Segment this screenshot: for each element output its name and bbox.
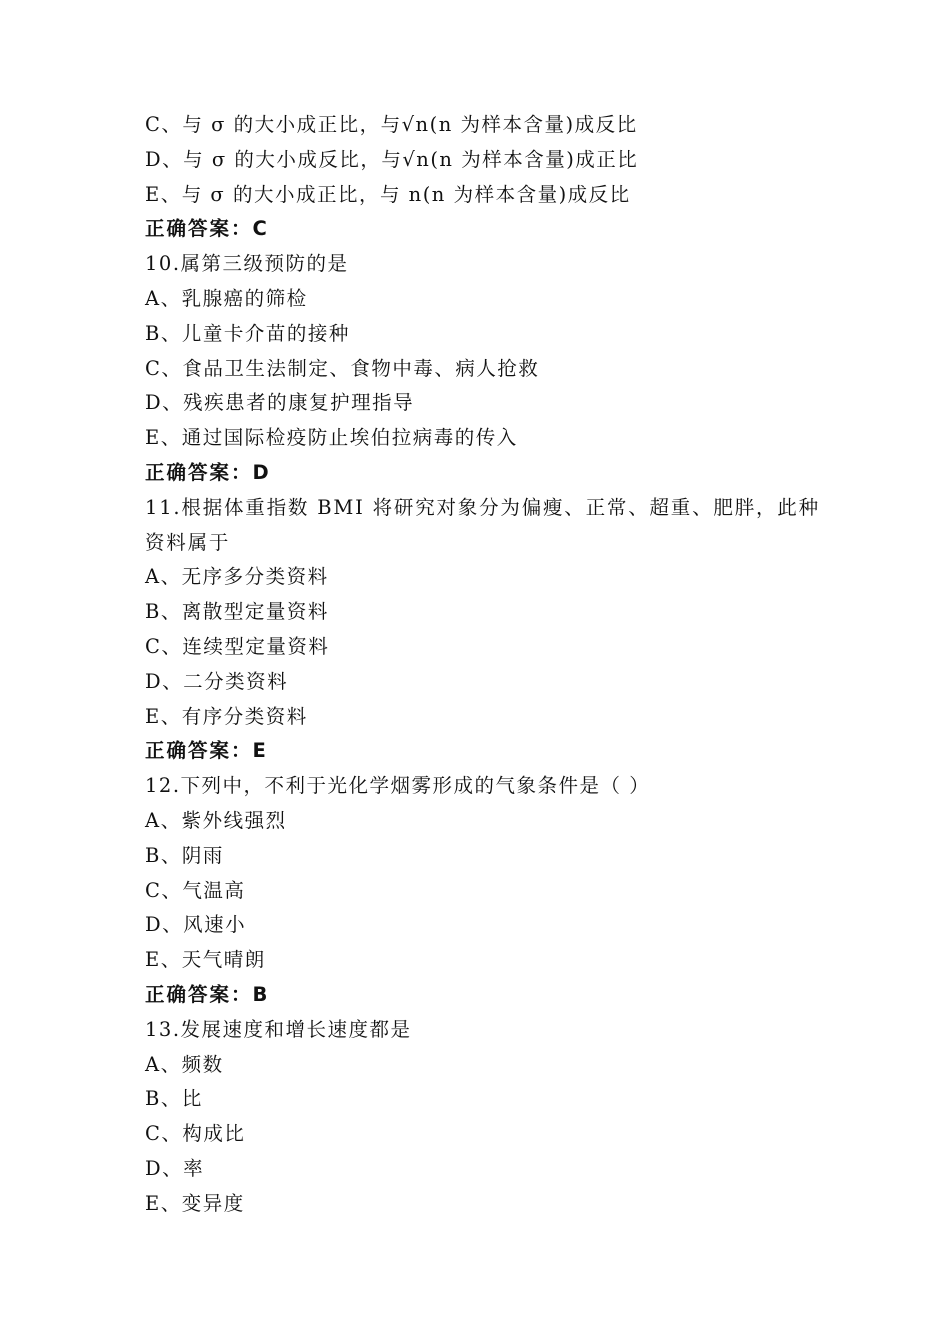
question-text: 13.发展速度和增长速度都是 bbox=[145, 1017, 412, 1041]
correct-answer: 正确答案：C bbox=[145, 217, 269, 241]
question-text: 11.根据体重指数 BMI 将研究对象分为偏瘦、正常、超重、肥胖，此种资料属于 bbox=[145, 495, 820, 554]
option-e: E、天气晴朗 bbox=[145, 948, 266, 972]
option-d: D、风速小 bbox=[145, 913, 247, 937]
option-d: D、残疾患者的康复护理指导 bbox=[145, 391, 415, 415]
option-b: B、儿童卡介苗的接种 bbox=[145, 321, 350, 345]
option-a: A、紫外线强烈 bbox=[145, 808, 287, 832]
option-e: E、有序分类资料 bbox=[145, 704, 308, 728]
option-a: A、乳腺癌的筛检 bbox=[145, 286, 308, 310]
question-text: 12.下列中，不利于光化学烟雾形成的气象条件是（ ） bbox=[145, 774, 651, 798]
correct-answer: 正确答案：D bbox=[145, 460, 271, 484]
option-c: C、气温高 bbox=[145, 878, 246, 902]
document-page bbox=[145, 108, 825, 1222]
option-a: A、频数 bbox=[145, 1052, 224, 1076]
question-9-tail bbox=[145, 108, 825, 247]
correct-answer: 正确答案：B bbox=[145, 982, 270, 1006]
option-e: E、变异度 bbox=[145, 1191, 245, 1215]
question-13 bbox=[145, 1013, 825, 1222]
option-d: D、二分类资料 bbox=[145, 669, 289, 693]
option-d: D、与 σ 的大小成反比，与√n(n 为样本含量)成正比 bbox=[145, 147, 639, 171]
correct-answer: 正确答案：E bbox=[145, 739, 268, 763]
option-c: C、与 σ 的大小成正比，与√n(n 为样本含量)成反比 bbox=[145, 113, 638, 136]
question-10 bbox=[145, 247, 825, 491]
option-c: C、构成比 bbox=[145, 1122, 246, 1146]
question-11 bbox=[145, 491, 825, 769]
option-c: C、连续型定量资料 bbox=[145, 634, 330, 658]
option-b: B、比 bbox=[145, 1087, 203, 1111]
option-c: C、食品卫生法制定、食物中毒、病人抢救 bbox=[145, 356, 540, 380]
option-b: B、离散型定量资料 bbox=[145, 600, 329, 624]
question-12 bbox=[145, 769, 825, 1013]
option-e: E、与 σ 的大小成正比，与 n(n 为样本含量)成反比 bbox=[145, 182, 631, 206]
option-b: B、阴雨 bbox=[145, 843, 224, 867]
option-a: A、无序多分类资料 bbox=[145, 565, 329, 589]
option-d: D、率 bbox=[145, 1156, 205, 1180]
option-e: E、通过国际检疫防止埃伯拉病毒的传入 bbox=[145, 426, 518, 450]
question-text: 10.属第三级预防的是 bbox=[145, 252, 349, 276]
